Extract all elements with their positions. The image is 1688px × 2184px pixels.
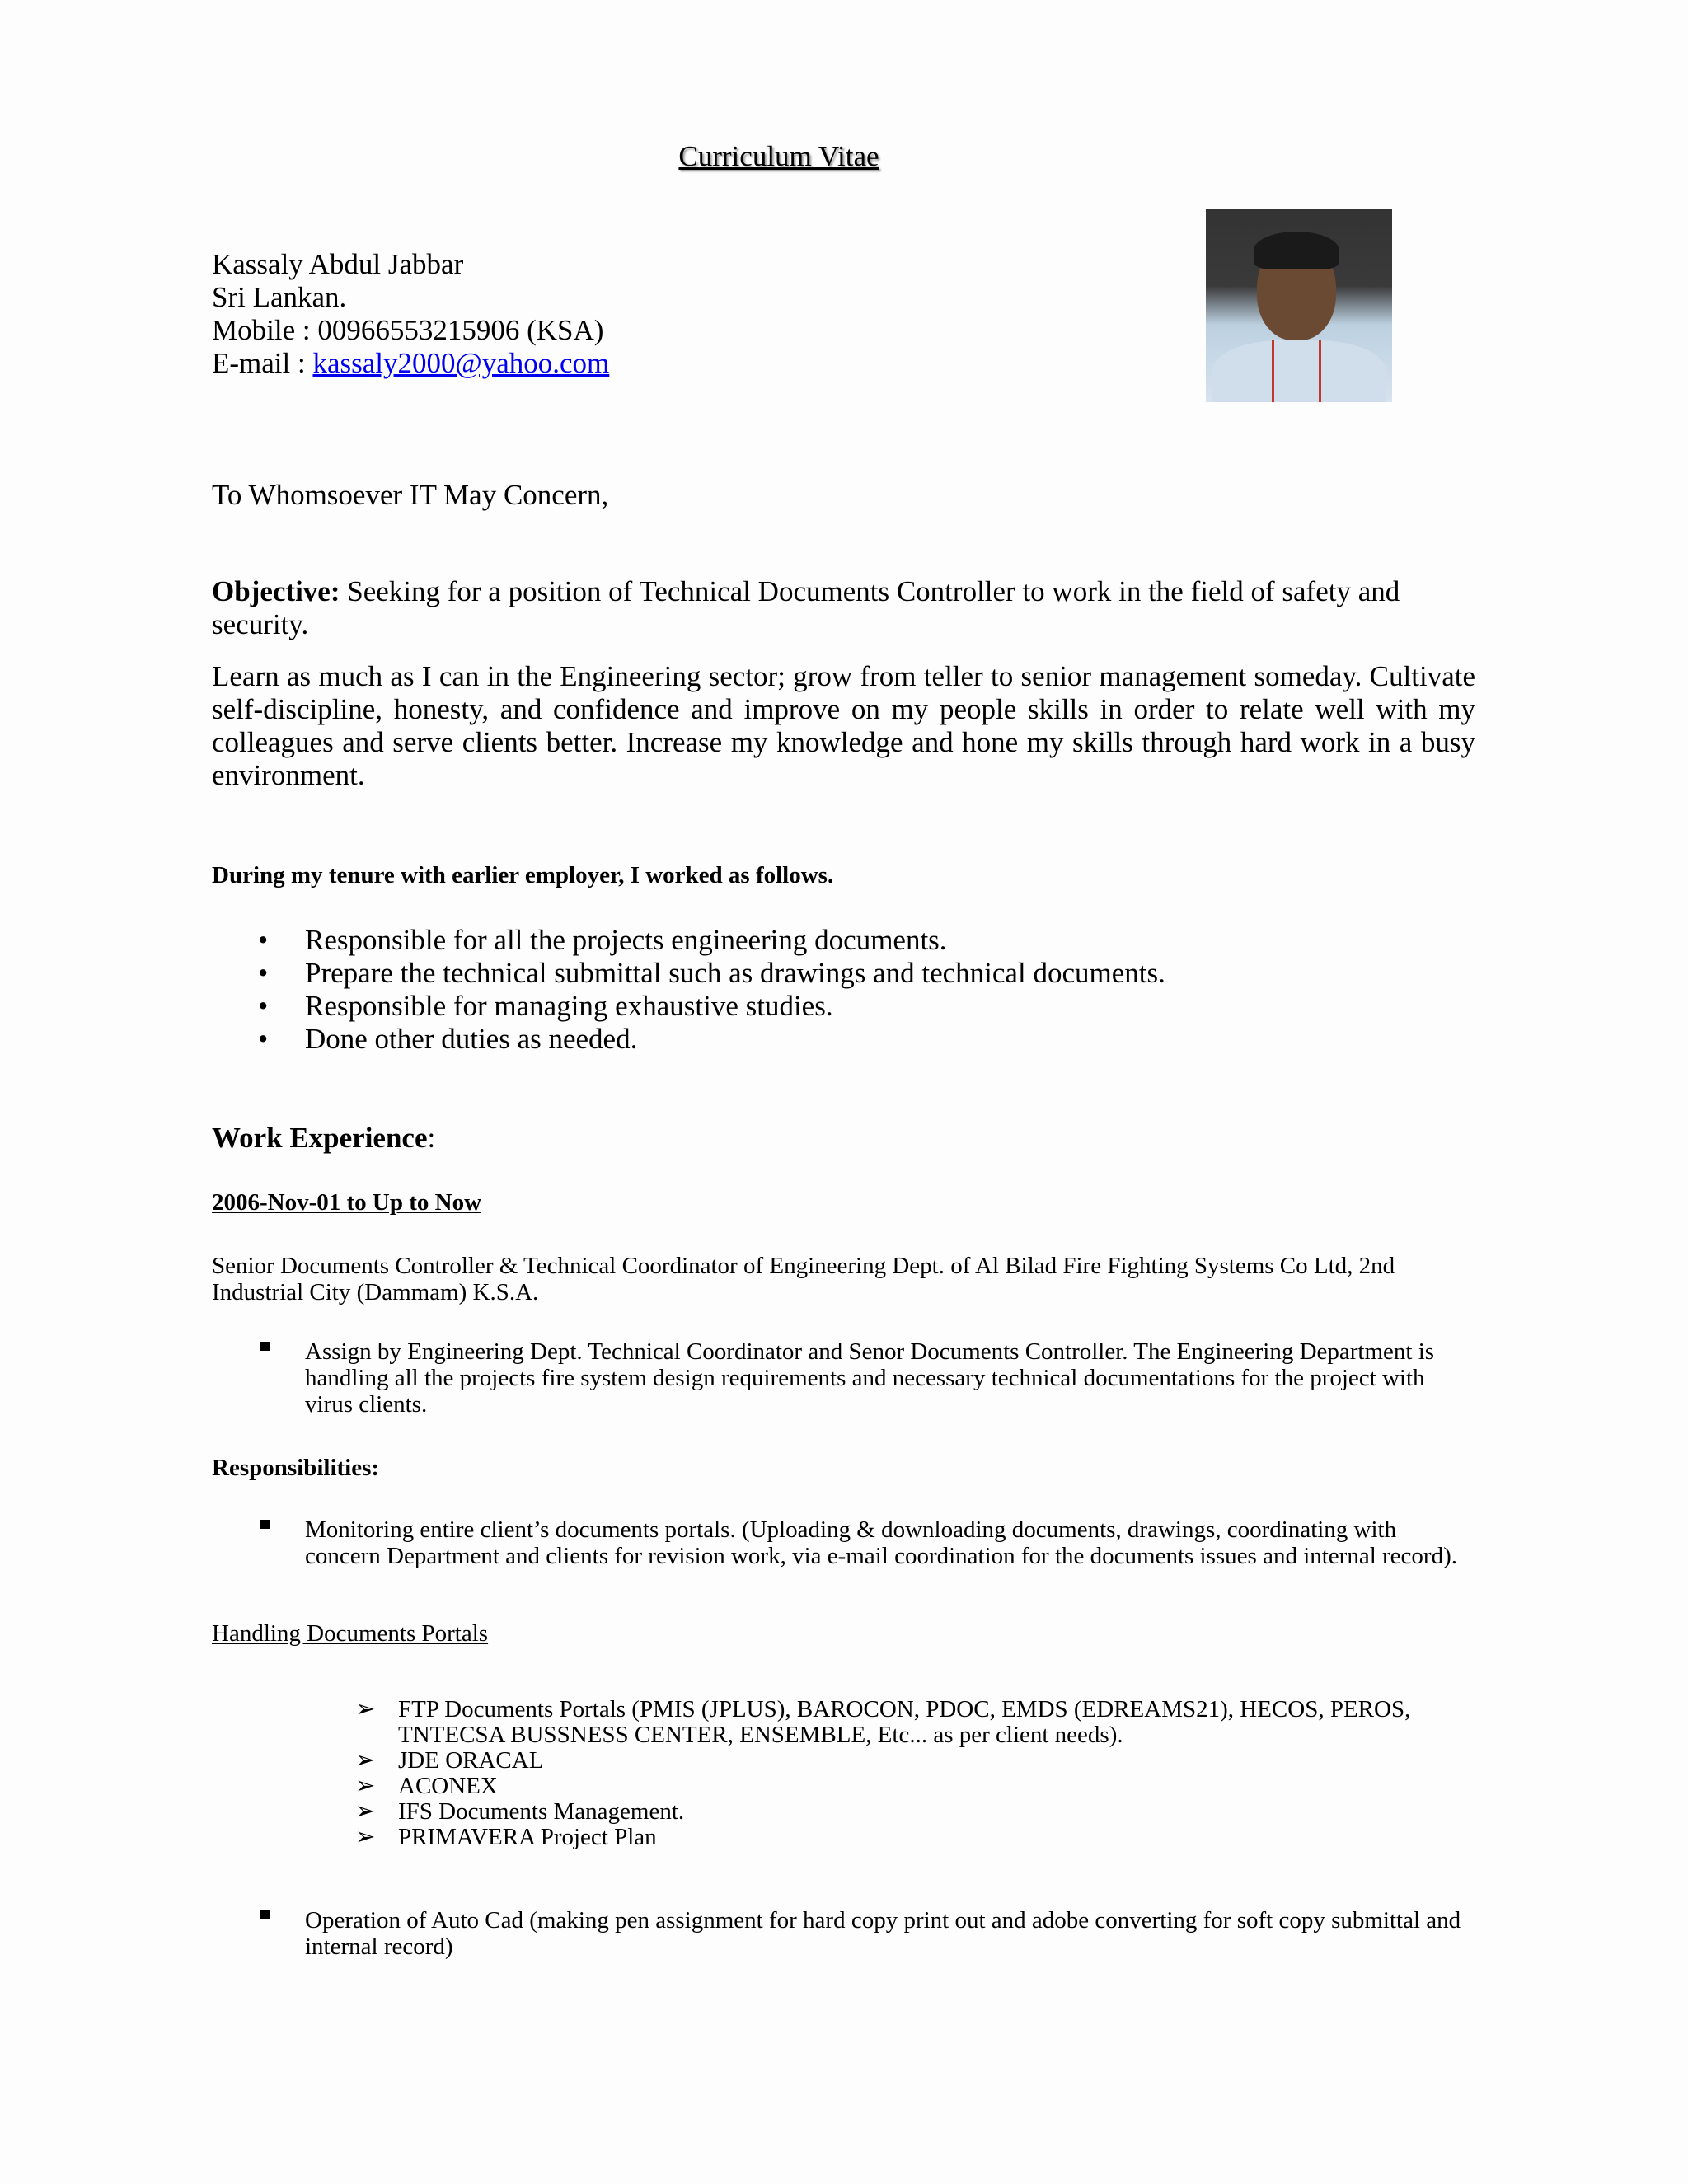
square-bullet-icon — [260, 1910, 270, 1919]
duties-list — [212, 924, 1165, 1056]
contact-mobile — [212, 314, 609, 347]
portals-list — [355, 1697, 1451, 1850]
list-item: ➢ IFS Documents Management. — [355, 1798, 685, 1825]
employment-period: 2006-Nov-01 to Up to Now — [212, 1189, 482, 1216]
list-item: ➢ ACONEX — [355, 1773, 498, 1799]
career-paragraph: Learn as much as I can in the Engineering sector; grow from teller to senior management someday. Cultivate self-discipline, honesty, and confidence and improve on my people skills in order to relate well with my colleagues and serve clients better. Increase my knowledge and hone my skills through hard work in a busy environment. — [212, 660, 1475, 791]
bullet-icon: • — [258, 1023, 269, 1055]
objective — [212, 575, 1475, 641]
responsibilities-heading: Responsibilities: — [212, 1455, 380, 1481]
profile-photo — [1206, 209, 1392, 402]
bullet-icon: • — [258, 957, 269, 989]
contact-name: Kassaly Abdul Jabbar — [212, 248, 464, 280]
list-item: ➢ FTP Documents Portals (PMIS (JPLUS), BAROCON, PDOC, EMDS (EDREAMS21), HECOS, PEROS, TNTECSA BUSSNESS CENTER, ENSEMBLE, Etc... as per client needs). — [355, 1696, 1411, 1748]
arrow-bullet-icon: ➢ — [355, 1798, 376, 1825]
list-item: ➢ PRIMAVERA Project Plan — [355, 1824, 657, 1850]
arrow-bullet-icon: ➢ — [355, 1747, 376, 1774]
work-experience-heading: Work Experience: — [212, 1122, 436, 1154]
contact-email — [212, 347, 609, 380]
list-item: • Responsible for all the projects engineering documents. — [258, 924, 947, 956]
greeting: To Whomsoever IT May Concern, — [212, 479, 609, 511]
monitoring-text: Monitoring entire client’s documents portals. (Uploading & downloading documents, drawings, coordinating with concern Department and clients for revision work, via e-mail coordination for the documents issues and internal record). — [305, 1516, 1457, 1569]
mobile-label: Mobile : — [212, 314, 318, 346]
email-link[interactable]: kassaly2000@yahoo.com — [312, 347, 610, 379]
arrow-bullet-icon: ➢ — [355, 1773, 376, 1799]
arrow-bullet-icon: ➢ — [355, 1696, 376, 1722]
arrow-bullet-icon: ➢ — [355, 1824, 376, 1850]
square-bullet-icon — [260, 1520, 270, 1529]
job-title: Senior Documents Controller & Technical Coordinator of Engineering Dept. of Al Bilad Fire Fighting Systems Co Ltd, 2nd Industrial City (Dammam) K.S.A. — [212, 1253, 1395, 1305]
page-title: Curriculum Vitae — [678, 140, 879, 172]
contact-nationality: Sri Lankan. — [212, 281, 347, 313]
list-item: • Done other duties as needed. — [258, 1023, 638, 1055]
list-item: ➢ JDE ORACAL — [355, 1747, 544, 1774]
email-label: E-mail : — [212, 347, 313, 379]
objective-label: Objective: — [212, 575, 340, 607]
list-item: • Responsible for managing exhaustive studies. — [258, 990, 833, 1022]
contact-block — [212, 248, 609, 380]
bullet-icon: • — [258, 924, 269, 956]
tenure-heading: During my tenure with earlier employer, I worked as follows. — [212, 862, 834, 888]
objective-text: Seeking for a position of Technical Documents Controller to work in the field of safety and security. — [212, 575, 1400, 640]
square-bullet-icon — [260, 1342, 270, 1351]
assign-text: Assign by Engineering Dept. Technical Coordinator and Senor Documents Controller. The Engineering Department is handling all the projects fire system design requirements and necessary technical documentations for the project with virus clients. — [305, 1338, 1435, 1418]
list-item: • Prepare the technical submittal such as drawings and technical documents. — [258, 957, 1165, 989]
mobile-number: 00966553215906 (KSA) — [317, 314, 604, 346]
bullet-icon: • — [258, 990, 269, 1022]
handling-portals-heading: Handling Documents Portals — [212, 1620, 489, 1647]
autocad-text: Operation of Auto Cad (making pen assignment for hard copy print out and adobe converting for soft copy submittal and internal record) — [305, 1907, 1461, 1960]
